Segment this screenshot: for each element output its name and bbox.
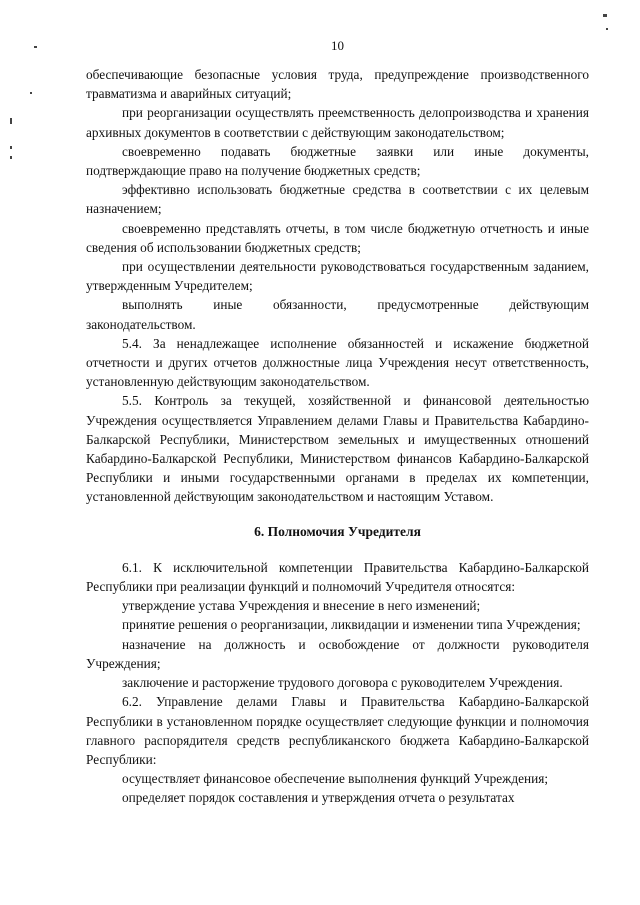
paragraph: своевременно подавать бюджетные заявки или иные документы, подтверждающие право на получение бюджетных средств; xyxy=(86,143,589,179)
scan-speck xyxy=(10,156,12,159)
paragraph: утверждение устава Учреждения и внесение в него изменений; xyxy=(122,598,481,614)
paragraph: при осуществлении деятельности руководствоваться государственным заданием, утвержденным Учредителем; xyxy=(86,259,589,294)
scan-speck xyxy=(10,146,12,149)
paragraph: 6.2. Управление делами Главы и Правительства Кабардино-Балкарской Республики в установленном порядке осуществляет следующие функции и полномочия главного распорядителя средств республиканского бюджета Кабардино-Балкарской Республики: xyxy=(86,694,589,767)
document-body xyxy=(86,38,589,808)
paragraph: эффективно использовать бюджетные средства в соответствии с их целевым назначением; xyxy=(86,182,589,217)
page-number: 10 xyxy=(331,38,344,53)
paragraph: обеспечивающие безопасные условия труда, предупреждение производственного травматизма и аварийных ситуаций; xyxy=(86,67,589,102)
scan-speck xyxy=(606,28,608,30)
paragraph: при реорганизации осуществлять преемственность делопроизводства и хранения архивных документов в соответствии с действующим законодательством; xyxy=(86,105,589,140)
paragraph: заключение и расторжение трудового договора с руководителем Учреждения. xyxy=(122,675,563,691)
scan-speck xyxy=(30,92,32,94)
paragraph: 6.1. К исключительной компетенции Правительства Кабардино-Балкарской Республики при реализации функций и полномочий Учредителя относятся: xyxy=(86,559,589,595)
paragraph: 5.5. Контроль за текущей, хозяйственной и финансовой деятельностью Учреждения осуществляется Управлением делами Главы и Правительства Кабардино-Балкарской Республики, Министерством земельных и имущественных отношений Кабардино-Балкарской Республики, Министерством финансов Кабардино-Балкарской Республики и иными государственными органами в пределах их компетенции, установленной действующим законодательством и настоящим Уставом. xyxy=(86,393,589,505)
paragraph: осуществляет финансовое обеспечение выполнения функций Учреждения; xyxy=(122,771,549,787)
scan-speck xyxy=(603,14,607,17)
paragraph: 5.4. За ненадлежащее исполнение обязанностей и искажение бюджетной отчетности и других отчетов должностные лица Учреждения несут ответственность, установленную действующим законодательством. xyxy=(86,335,589,390)
paragraph: назначение на должность и освобождение от должности руководителя Учреждения; xyxy=(86,636,589,671)
scan-speck xyxy=(10,118,12,124)
section-heading: 6. Полномочия Учредителя xyxy=(254,523,421,539)
paragraph: выполнять иные обязанности, предусмотренные действующим законодательством. xyxy=(86,297,589,332)
paragraph: определяет порядок составления и утверждения отчета о результатах xyxy=(122,790,515,806)
scan-speck xyxy=(34,46,37,48)
paragraph: принятие решения о реорганизации, ликвидации и изменении типа Учреждения; xyxy=(122,617,581,633)
paragraph: своевременно представлять отчеты, в том числе бюджетную отчетность и иные сведения об использовании бюджетных средств; xyxy=(86,220,589,255)
